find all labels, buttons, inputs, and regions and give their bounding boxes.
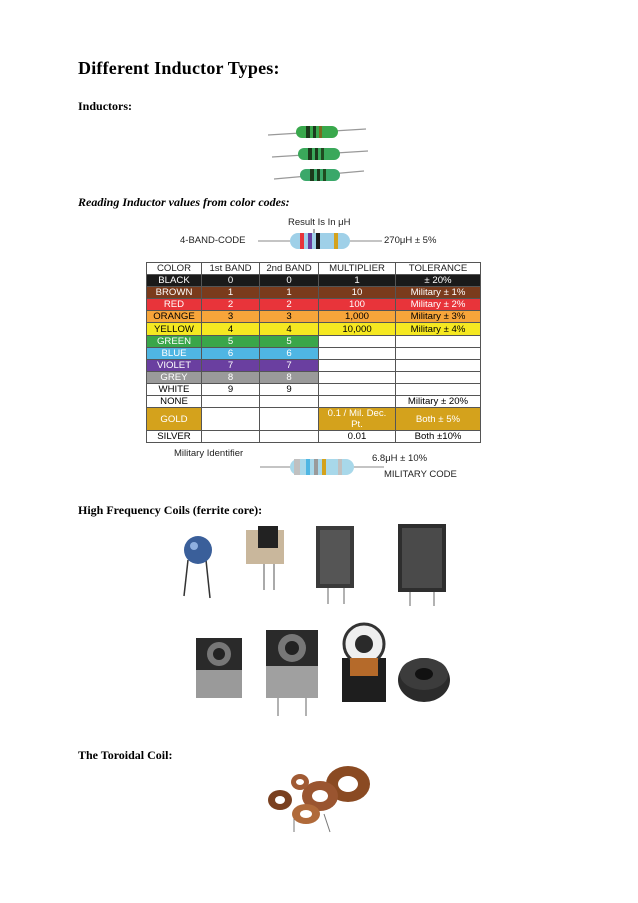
result-label: Result Is In μH: [288, 217, 351, 228]
cell-2nd-band: 8: [260, 371, 319, 383]
cell-1st-band: 6: [202, 347, 260, 359]
table-row: [147, 371, 481, 383]
military-value: 6.8μH ± 10%: [372, 453, 428, 464]
cell-tolerance: [396, 383, 481, 395]
cell-color: GOLD: [147, 408, 202, 431]
cell-color: SILVER: [147, 431, 202, 443]
cell-multiplier: 100: [319, 299, 396, 311]
cell-tolerance: Military ± 2%: [396, 299, 481, 311]
toroidal-coil-image: [264, 762, 376, 834]
header-multiplier: MULTIPLIER: [319, 263, 396, 275]
cell-multiplier: [319, 347, 396, 359]
cell-1st-band: 3: [202, 311, 260, 323]
cell-2nd-band: 4: [260, 323, 319, 335]
cell-multiplier: 10,000: [319, 323, 396, 335]
cell-color: BROWN: [147, 287, 202, 299]
cell-tolerance: Military ± 20%: [396, 396, 481, 408]
hf-coils-image: [178, 520, 468, 730]
cell-1st-band: 1: [202, 287, 260, 299]
cell-multiplier: [319, 371, 396, 383]
cell-1st-band: [202, 408, 260, 431]
four-band-resistor: [258, 229, 382, 253]
cell-multiplier: 10: [319, 287, 396, 299]
cell-color: VIOLET: [147, 359, 202, 371]
cell-1st-band: 4: [202, 323, 260, 335]
cell-2nd-band: 2: [260, 299, 319, 311]
section-hf-coils-heading: High Frequency Coils (ferrite core):: [78, 503, 263, 517]
cell-2nd-band: 3: [260, 311, 319, 323]
cell-color: WHITE: [147, 383, 202, 395]
header-tolerance: TOLERANCE: [396, 263, 481, 275]
cell-multiplier: [319, 396, 396, 408]
table-header-row: [147, 263, 481, 275]
header-color: COLOR: [147, 263, 202, 275]
cell-1st-band: 7: [202, 359, 260, 371]
cell-tolerance: Both ± 5%: [396, 408, 481, 431]
header-1st-band: 1st BAND: [202, 263, 260, 275]
cell-color: RED: [147, 299, 202, 311]
cell-1st-band: 0: [202, 275, 260, 287]
cell-2nd-band: 0: [260, 275, 319, 287]
cell-multiplier: 0.1 / Mil. Dec. Pt.: [319, 408, 396, 431]
cell-1st-band: 9: [202, 383, 260, 395]
header-2nd-band: 2nd BAND: [260, 263, 319, 275]
four-band-label: 4-BAND-CODE: [180, 235, 246, 246]
cell-2nd-band: 7: [260, 359, 319, 371]
section-inductors-heading: Inductors:: [78, 99, 133, 113]
cell-1st-band: [202, 431, 260, 443]
table-row: [147, 431, 481, 443]
table-row: [147, 347, 481, 359]
cell-tolerance: Military ± 1%: [396, 287, 481, 299]
four-band-value: 270μH ± 5%: [384, 235, 437, 246]
cell-multiplier: 1,000: [319, 311, 396, 323]
color-code-chart: [140, 215, 500, 485]
cell-tolerance: [396, 371, 481, 383]
cell-2nd-band: [260, 408, 319, 431]
table-row: [147, 287, 481, 299]
cell-color: BLACK: [147, 275, 202, 287]
cell-2nd-band: [260, 431, 319, 443]
cell-1st-band: 8: [202, 371, 260, 383]
table-row: [147, 408, 481, 431]
cell-multiplier: [319, 359, 396, 371]
cell-tolerance: ± 20%: [396, 275, 481, 287]
cell-color: NONE: [147, 396, 202, 408]
table-row: [147, 383, 481, 395]
cell-color: YELLOW: [147, 323, 202, 335]
cell-tolerance: Both ±10%: [396, 431, 481, 443]
page-title: Different Inductor Types:: [78, 58, 280, 78]
cell-2nd-band: 1: [260, 287, 319, 299]
cell-color: BLUE: [147, 347, 202, 359]
cell-1st-band: [202, 396, 260, 408]
section-toroidal-heading: The Toroidal Coil:: [78, 748, 173, 762]
cell-2nd-band: 5: [260, 335, 319, 347]
cell-multiplier: [319, 335, 396, 347]
cell-tolerance: Military ± 3%: [396, 311, 481, 323]
table-row: [147, 396, 481, 408]
inductors-image: [268, 119, 368, 187]
cell-1st-band: 2: [202, 299, 260, 311]
cell-tolerance: [396, 347, 481, 359]
military-resistor: [260, 455, 384, 479]
table-row: [147, 299, 481, 311]
cell-tolerance: Military ± 4%: [396, 323, 481, 335]
color-code-table: [146, 262, 481, 443]
table-row: [147, 275, 481, 287]
military-identifier-label: Military Identifier: [174, 448, 244, 459]
table-row: [147, 359, 481, 371]
cell-1st-band: 5: [202, 335, 260, 347]
military-code-label: MILITARY CODE: [384, 469, 457, 480]
cell-color: GREEN: [147, 335, 202, 347]
cell-2nd-band: 9: [260, 383, 319, 395]
cell-color: ORANGE: [147, 311, 202, 323]
table-row: [147, 311, 481, 323]
cell-tolerance: [396, 335, 481, 347]
cell-color: GREY: [147, 371, 202, 383]
table-row: [147, 323, 481, 335]
cell-multiplier: [319, 383, 396, 395]
section-reading-heading: Reading Inductor values from color codes:: [78, 195, 290, 209]
cell-multiplier: 1: [319, 275, 396, 287]
color-code-table-body: [147, 275, 481, 443]
cell-2nd-band: 6: [260, 347, 319, 359]
table-row: [147, 335, 481, 347]
cell-multiplier: 0.01: [319, 431, 396, 443]
cell-tolerance: [396, 359, 481, 371]
cell-2nd-band: [260, 396, 319, 408]
